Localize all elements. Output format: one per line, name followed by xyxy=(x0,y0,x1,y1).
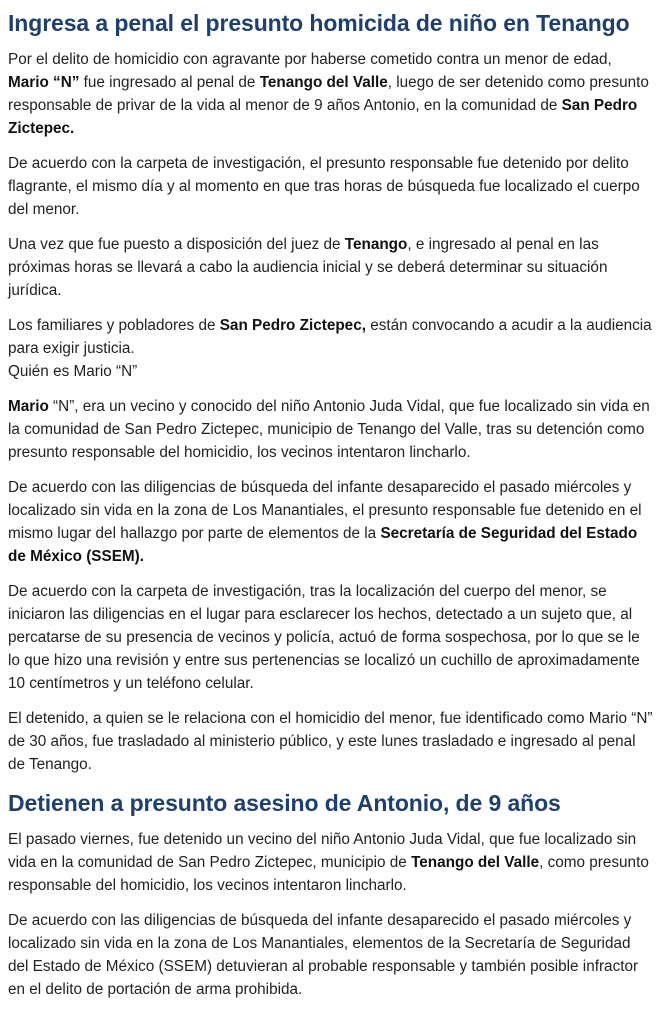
paragraph-6 xyxy=(8,476,653,568)
paragraph-9 xyxy=(8,828,653,897)
bold-place: San Pedro Zictepec, xyxy=(219,317,366,334)
text: Los familiares y pobladores de xyxy=(8,317,220,334)
text: Por el delito de homicidio con agravante por haberse cometido contra un menor de edad, xyxy=(8,51,612,68)
bold-org: Secretaría de Seguridad del Estado de México (SSEM). xyxy=(8,525,638,565)
text: Una vez que fue puesto a disposición del juez de xyxy=(8,236,345,253)
bold-place: Tenango del Valle xyxy=(259,74,388,91)
text: El pasado viernes, fue detenido un vecino del niño Antonio Juda Vidal, que fue localizado sin vida en la comunidad de San Pedro Zictepec, municipio de xyxy=(8,831,637,871)
text: De acuerdo con las diligencias de búsqueda del infante desaparecido el pasado miércoles y localizado sin vida en la zona de Los Manantiales, el presunto responsable fue detenido en el mismo lugar del hallazgo por parte de elementos de la xyxy=(8,479,642,542)
text: fue ingresado al penal de xyxy=(79,74,260,91)
text: , luego de ser detenido como presunto responsable de privar de la vida al menor de 9 años Antonio, en la comunidad de xyxy=(8,74,649,114)
paragraph-8: El detenido, a quien se le relaciona con el homicidio del menor, fue identificado como Mario “N” de 30 años, fue trasladado al ministerio público, y este lunes trasladado e ingresado al penal de Tenango. xyxy=(8,710,653,773)
text: “N”, era un vecino y conocido del niño Antonio Juda Vidal, que fue localizado sin vida en la comunidad de San Pedro Zictepec, municipio de Tenango del Valle, tras su detención como presunto responsable del homicidio, los vecinos intentaron lincharlo. xyxy=(8,398,650,461)
paragraph-4 xyxy=(8,314,653,360)
bold-name: Mario xyxy=(8,398,49,415)
paragraph-3 xyxy=(8,233,653,302)
text: , como presunto responsable del homicidio, los vecinos intentaron lincharlo. xyxy=(8,854,649,894)
text: están convocando a acudir a la audiencia para exigir justicia. xyxy=(8,317,652,357)
bold-place: Tenango xyxy=(344,236,408,253)
paragraph-2: De acuerdo con la carpeta de investigación, el presunto responsable fue detenido por delito flagrante, el mismo día y al momento en que tras horas de búsqueda fue localizado el cuerpo del menor. xyxy=(8,155,640,218)
paragraph-5 xyxy=(8,395,653,464)
text: , e ingresado al penal en las próximas horas se llevará a cabo la audiencia inicial y se deberá determinar su situación jurídica. xyxy=(8,236,608,299)
paragraph-7: De acuerdo con la carpeta de investigación, tras la localización del cuerpo del menor, se iniciaron las diligencias en el lugar para esclarecer los hechos, detectado a un sujeto que, al percatarse de su presencia de vecinos y policía, actuó de forma sospechosa, por lo que se le lo que hizo una revisión y entre sus pertenencias se localizó un cuchillo de aproximadamente 10 centímetros y un teléfono celular. xyxy=(8,583,640,692)
paragraph-1 xyxy=(8,48,653,140)
bold-place: Tenango del Valle xyxy=(411,854,540,871)
subheading: Quién es Mario “N” xyxy=(8,363,138,380)
bold-name: Mario “N” xyxy=(8,74,80,91)
article-title: Ingresa a penal el presunto homicida de niño en Tenango xyxy=(8,10,630,36)
bold-place: San Pedro Zictepec. xyxy=(8,97,638,137)
paragraph-10: De acuerdo con las diligencias de búsqueda del infante desaparecido el pasado miércoles y localizado sin vida en la zona de Los Manantiales, elementos de la Secretaría de Seguridad del Estado de México (SSEM) detuvieran al probable responsable y también posible infractor en el delito de portación de arma prohibida. xyxy=(8,912,639,998)
article-title-2: Detienen a presunto asesino de Antonio, de 9 años xyxy=(8,790,561,816)
